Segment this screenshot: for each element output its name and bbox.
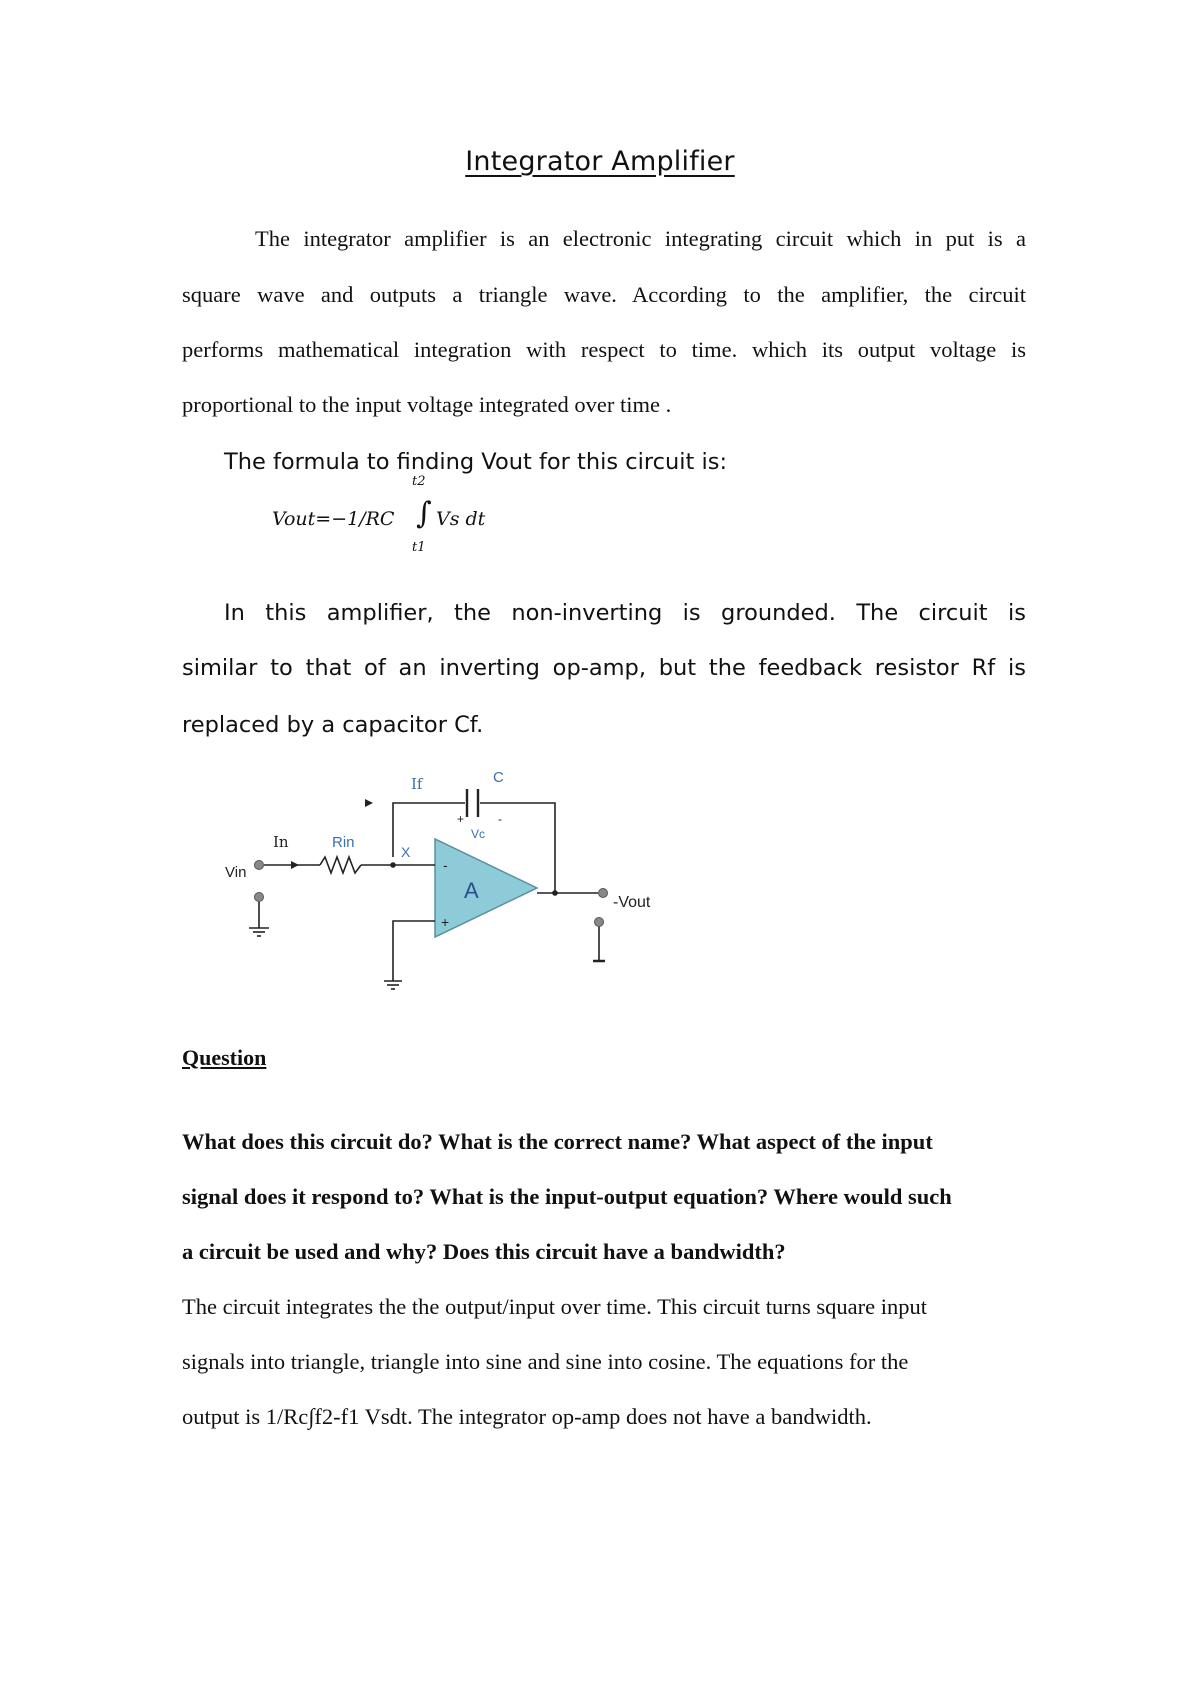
vin-label: Vin (225, 864, 247, 881)
x-label: X (401, 844, 411, 860)
intro-line-2: square wave and outputs a triangle wave. According to the amplifier, the circuit (182, 282, 1026, 307)
answer-line-2: signals into triangle, triangle into sine and sine into cosine. The equations for the (182, 1349, 909, 1374)
question-heading: Question (182, 1045, 267, 1070)
vout-terminal-icon (599, 889, 608, 898)
opamp-triangle-icon (435, 839, 537, 937)
answer-line-1: The circuit integrates the the output/input over time. This circuit turns square input (182, 1294, 928, 1319)
c-label: C (493, 769, 504, 786)
opamp-plus-label: + (441, 914, 450, 930)
formula-lower-limit: t1 (412, 540, 426, 555)
opamp-a-label: A (464, 878, 479, 903)
ground-wire (384, 921, 411, 989)
formula-rhs: Vs dt (436, 508, 486, 530)
iin-label: In (273, 833, 289, 851)
integrator-circuit-diagram (215, 765, 675, 995)
intro-line-1: The integrator amplifier is an electronic integrating circuit which in put is a (255, 226, 1026, 251)
formula-intro: The formula to finding Vout for this circuit is: (224, 449, 728, 475)
question-line-1: What does this circuit do? What is the correct name? What aspect of the input (182, 1129, 933, 1154)
junction-x-icon (390, 862, 396, 868)
cap-plus-label: + (457, 812, 465, 826)
vin-terminal-icon (255, 861, 264, 870)
cap-minus-label: - (498, 812, 502, 826)
integral-symbol: ∫ (416, 496, 432, 531)
if-label: If (411, 775, 423, 793)
input-wire (249, 857, 411, 936)
vout-formula (272, 474, 486, 555)
question-line-2: signal does it respond to? What is the input-output equation? Where would such (182, 1184, 952, 1209)
capacitor-icon (467, 789, 478, 817)
if-arrow-icon (365, 799, 373, 807)
formula-upper-limit: t2 (412, 474, 426, 489)
vc-label: Vc (471, 827, 486, 841)
intro-line-3: performs mathematical integration with respect to time. which its output voltage is (182, 337, 1026, 362)
explanation-line-1: In this amplifier, the non-inverting is grounded. The circuit is (224, 600, 1026, 626)
rin-label: Rin (332, 834, 355, 851)
explanation-line-3: replaced by a capacitor Cf. (182, 712, 484, 738)
answer-line-3: output is 1/Rc∫f2-f1 Vsdt. The integrator op-amp does not have a bandwidth. (182, 1404, 872, 1429)
formula-lhs: Vout=−1/RC (272, 508, 395, 530)
opamp-minus-label: - (443, 857, 448, 873)
intro-line-4: proportional to the input voltage integrated over time . (182, 392, 672, 417)
iin-arrow-icon (291, 861, 299, 869)
output-junction-icon (552, 890, 558, 896)
vout-ground-terminal-icon (595, 918, 604, 927)
output-wire (537, 893, 599, 960)
question-line-3: a circuit be used and why? Does this circuit have a bandwidth? (182, 1239, 786, 1264)
document-title: Integrator Amplifier (465, 146, 735, 177)
vin-ground-terminal-icon (255, 893, 264, 902)
explanation-line-2: similar to that of an inverting op-amp, but the feedback resistor Rf is (182, 655, 1026, 681)
vout-label: -Vout (613, 894, 651, 911)
